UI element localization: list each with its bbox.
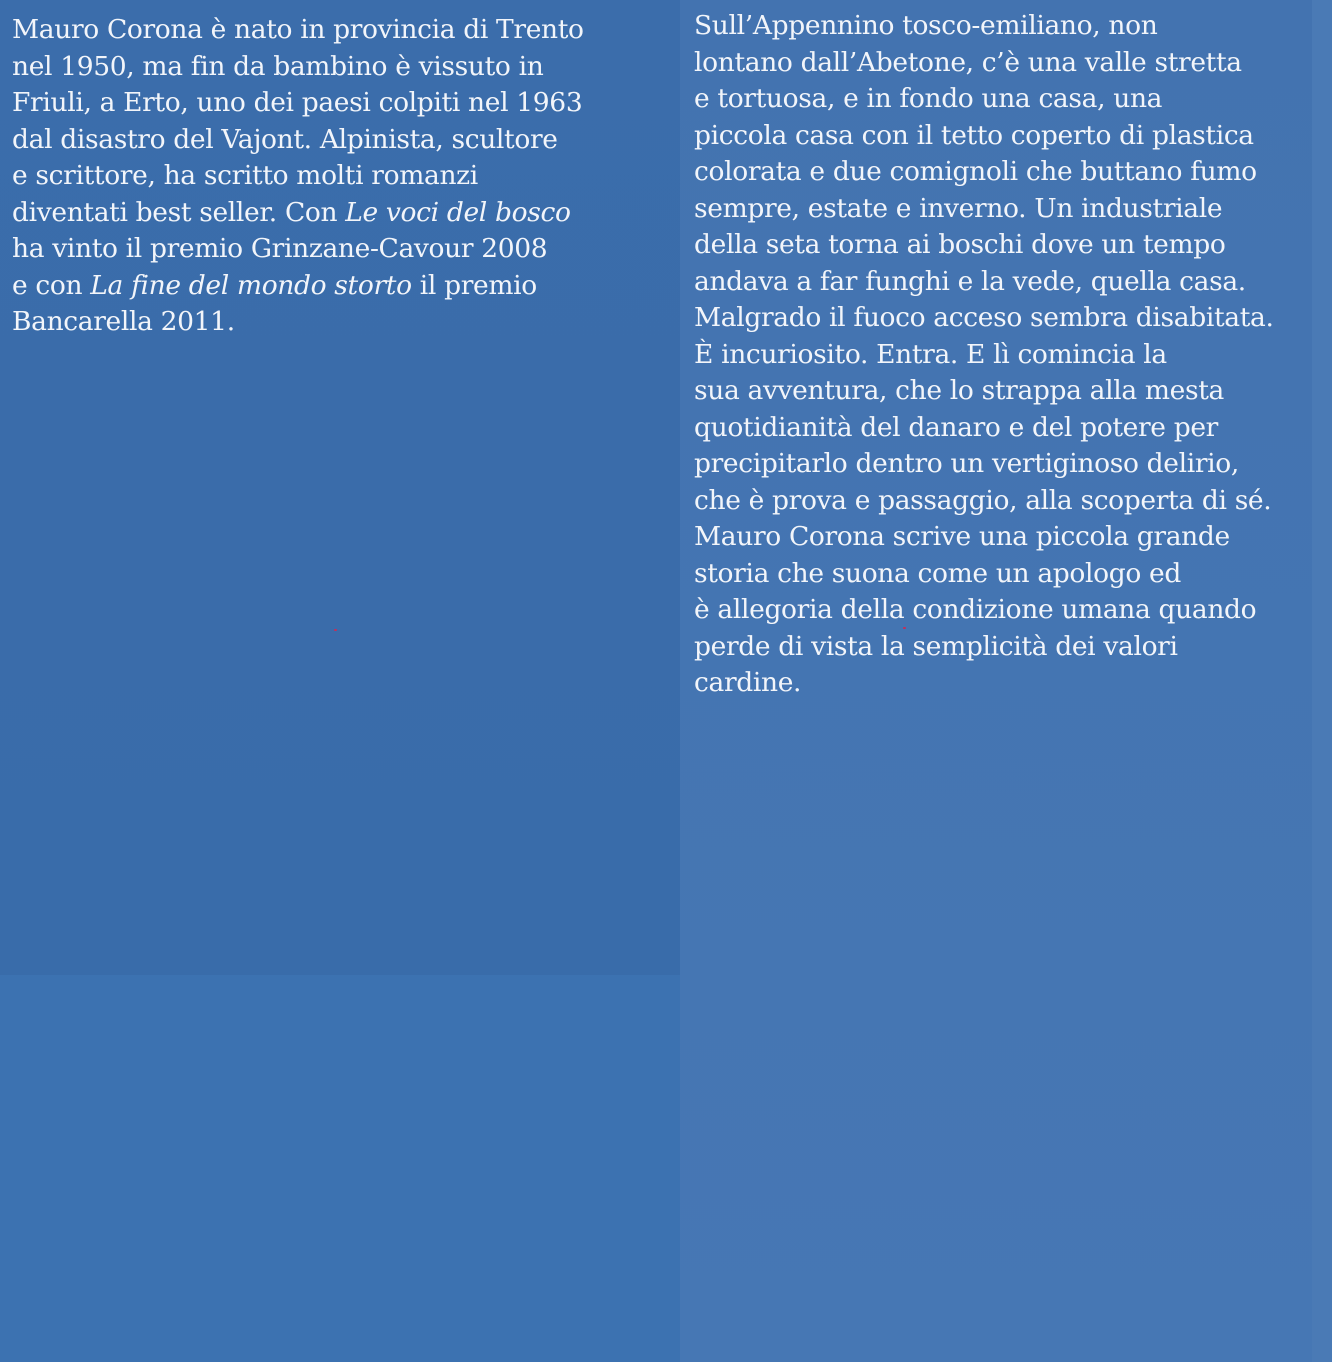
bio-line: nel 1950, ma fin da bambino è vissuto in bbox=[12, 50, 544, 82]
synopsis-line: È incuriosito. Entra. E lì comincia la bbox=[694, 338, 1167, 370]
left-panel-lower-tone bbox=[0, 975, 680, 1362]
synopsis-line: sua avventura, che lo strappa alla mesta bbox=[694, 375, 1224, 406]
bio-line-text: e con bbox=[12, 269, 91, 301]
synopsis-line: cardine. bbox=[694, 667, 802, 698]
book-title-la-fine-del-mondo-storto: La fine del mondo storto bbox=[90, 269, 412, 301]
bio-line bbox=[12, 195, 584, 232]
ink-speck bbox=[334, 629, 337, 631]
bio-line: e scrittore, ha scritto molti romanzi bbox=[12, 160, 478, 191]
synopsis-line: precipitarlo dentro un vertiginoso delirio, bbox=[694, 448, 1239, 479]
book-title-le-voci-del-bosco: Le voci del bosco bbox=[345, 196, 571, 228]
bio-line bbox=[12, 268, 584, 305]
synopsis-line: che è prova e passaggio, alla scoperta di sé. bbox=[694, 484, 1272, 516]
bio-line: ha vinto il premio Grinzane-Cavour 2008 bbox=[12, 233, 548, 264]
author-bio bbox=[12, 12, 584, 341]
synopsis-line: è allegoria della condizione umana quando bbox=[694, 594, 1257, 625]
synopsis-line: sempre, estate e inverno. Un industriale bbox=[694, 192, 1223, 224]
synopsis-line: Sull’Appennino tosco-emiliano, non bbox=[694, 10, 1158, 41]
page-edge-strip bbox=[1312, 0, 1332, 1362]
synopsis-line: della seta torna ai boschi dove un tempo bbox=[694, 229, 1226, 260]
synopsis-line: e tortuosa, e in fondo una casa, una bbox=[694, 83, 1163, 114]
synopsis-line: andava a far funghi e la vede, quella casa. bbox=[694, 265, 1246, 297]
synopsis-line: quotidianità del danaro e del potere per bbox=[694, 411, 1218, 443]
synopsis-line: colorata e due comignoli che buttano fumo bbox=[694, 156, 1257, 187]
bio-line: Friuli, a Erto, uno dei paesi colpiti nel 1963 bbox=[12, 87, 583, 118]
synopsis-line: Mauro Corona scrive una piccola grande bbox=[694, 521, 1230, 552]
synopsis-line: lontano dall’Abetone, c’è una valle stretta bbox=[694, 46, 1242, 78]
bio-line-text: diventati best seller. Con bbox=[12, 196, 346, 228]
synopsis-line: perde di vista la semplicità dei valori bbox=[694, 630, 1178, 662]
bio-line: Mauro Corona è nato in provincia di Trento bbox=[12, 14, 584, 45]
synopsis-line: piccola casa con il tetto coperto di plastica bbox=[694, 119, 1254, 151]
bio-line-text: il premio bbox=[411, 269, 537, 301]
bio-line: dal disastro del Vajont. Alpinista, scultore bbox=[12, 123, 558, 155]
bio-line: Bancarella 2011. bbox=[12, 306, 235, 337]
synopsis-line: Malgrado il fuoco acceso sembra disabitata. bbox=[694, 302, 1274, 333]
book-synopsis bbox=[694, 8, 1274, 702]
synopsis-line: storia che suona come un apologo ed bbox=[694, 557, 1181, 589]
